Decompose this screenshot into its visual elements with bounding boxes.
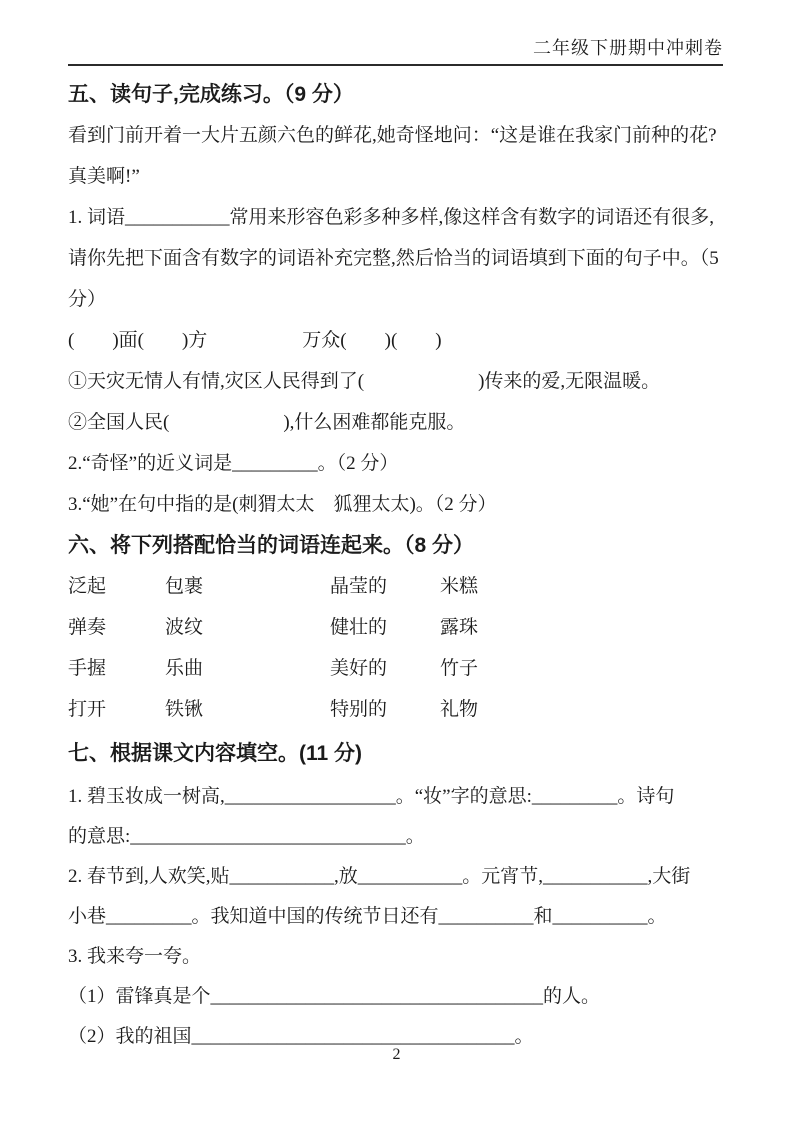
section6-heading: 六、将下列搭配恰当的词语连起来。（8 分） — [68, 534, 475, 557]
header-rule — [68, 64, 723, 66]
match-word-r4c1: 打开 — [68, 699, 107, 720]
page-number: 2 — [392, 1046, 401, 1063]
match-word-r3c3: 美好的 — [330, 658, 388, 679]
section7-q1-line1: 1. 碧玉妆成一树高,__________________。“妆”字的意思:_________。诗句 — [68, 786, 675, 807]
section7-q1-line2: 的意思:_____________________________。 — [68, 826, 425, 847]
section5-q2: 2.“奇怪”的近义词是_________。（2 分） — [68, 453, 399, 474]
section7-q3-item2: （2）我的祖国__________________________________。 — [68, 1026, 534, 1047]
match-word-r2c2: 波纹 — [165, 617, 204, 638]
match-word-r1c2: 包裹 — [165, 576, 204, 597]
match-word-r4c3: 特别的 — [330, 699, 388, 720]
section5-sentence-item1: ①天灾无情人有情,灾区人民得到了( )传来的爱,无限温暖。 — [68, 371, 661, 392]
match-word-r3c4: 竹子 — [440, 658, 479, 679]
section5-q1-line2: 请你先把下面含有数字的词语补充完整,然后恰当的词语填到下面的句子中。（5 — [68, 248, 719, 269]
exam-content — [68, 74, 753, 1057]
matching-grid — [68, 566, 753, 730]
match-word-r2c1: 弹奏 — [68, 617, 107, 638]
section5-word-blanks-row: ( )面( )方 万众( )( ) — [68, 330, 442, 351]
section5-paragraph-line1: 看到门前开着一大片五颜六色的鲜花,她奇怪地问：“这是谁在我家门前种的花? — [68, 125, 717, 146]
section7-heading: 七、根据课文内容填空。(11 分) — [68, 742, 363, 765]
match-word-r3c1: 手握 — [68, 658, 107, 679]
match-word-r4c2: 铁锹 — [165, 699, 204, 720]
match-word-r1c4: 米糕 — [440, 576, 479, 597]
match-word-r2c4: 露珠 — [440, 617, 479, 638]
section7-q3-item1: （1）雷锋真是个___________________________________的人。 — [68, 986, 601, 1007]
section7-q3: 3. 我来夸一夸。 — [68, 946, 202, 967]
section5-q3: 3.“她”在句中指的是(刺猬太太 狐狸太太)。（2 分） — [68, 494, 497, 515]
section5-q1-line3: 分） — [68, 289, 107, 310]
match-word-r3c2: 乐曲 — [165, 658, 204, 679]
match-word-r1c3: 晶莹的 — [330, 576, 388, 597]
header-title: 二年级下册期中冲刺卷 — [533, 38, 723, 58]
section7-q2-line1: 2. 春节到,人欢笑,贴___________,放___________。元宵节,___________,大街 — [68, 866, 691, 887]
section5-paragraph-line2: 真美啊!” — [68, 166, 140, 187]
section5-sentence-item2: ②全国人民( ),什么困难都能克服。 — [68, 412, 466, 433]
match-word-r1c1: 泛起 — [68, 576, 107, 597]
section5-heading: 五、读句子,完成练习。（9 分） — [68, 83, 354, 106]
section7-q2-line2: 小巷_________。我知道中国的传统节日还有__________和__________。 — [68, 906, 667, 927]
section5-q1-line1: 1. 词语___________常用来形容色彩多种多样,像这样含有数字的词语还有很多, — [68, 207, 715, 228]
match-word-r2c3: 健壮的 — [330, 617, 388, 638]
match-word-r4c4: 礼物 — [440, 699, 479, 720]
